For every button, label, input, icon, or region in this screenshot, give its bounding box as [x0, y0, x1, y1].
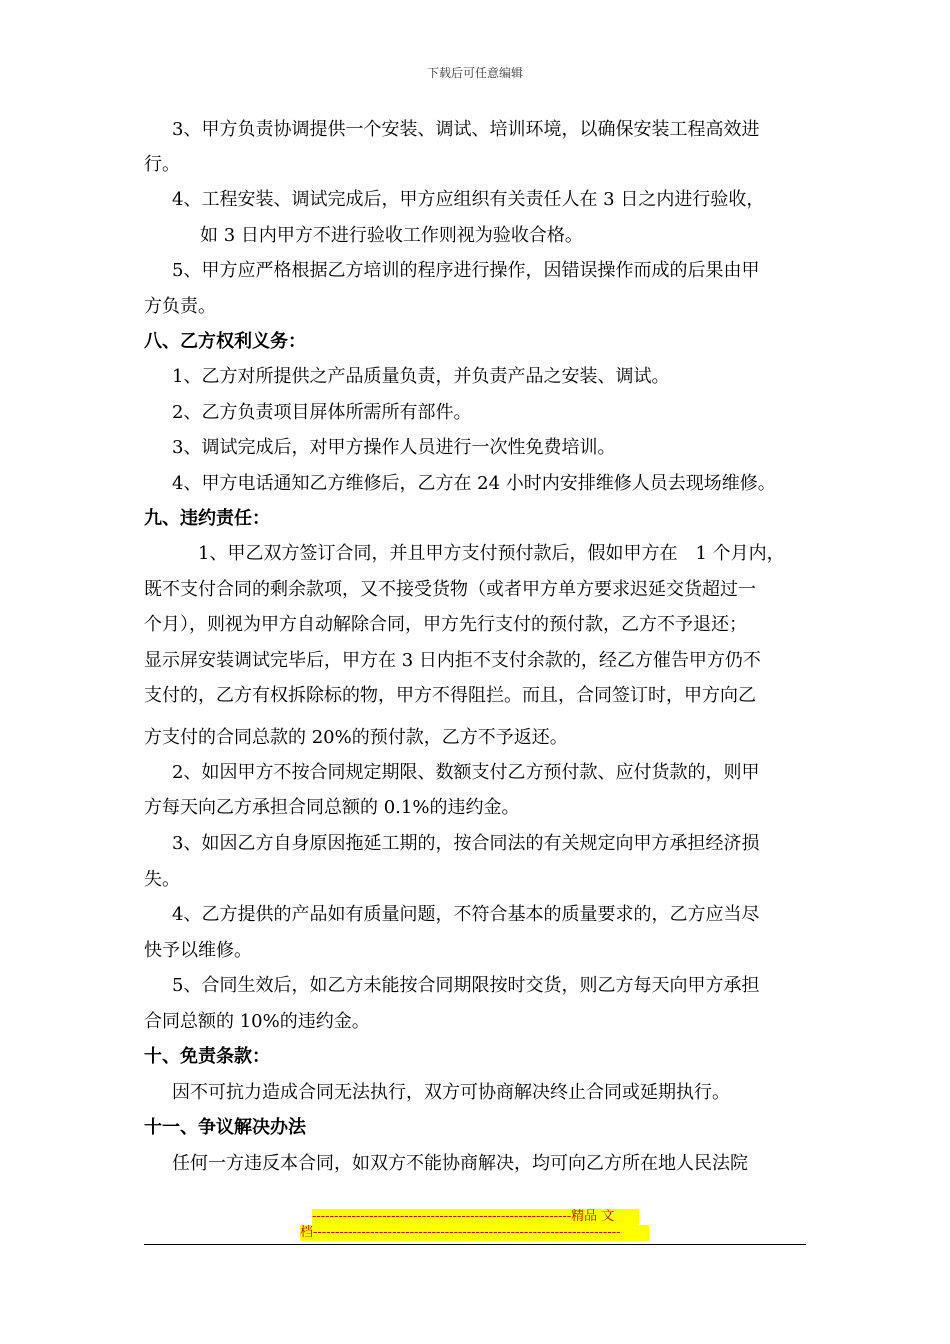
clause-8-1: 1、乙方对所提供之产品质量负责，并负责产品之安装、调试。	[172, 366, 670, 387]
clause-10-text: 因不可抗力造成合同无法执行，双方可协商解决终止合同或延期执行。	[172, 1082, 730, 1103]
clause-7-4-line-1: 4、工程安装、调试完成后，甲方应组织有关责任人在 3 日之内进行验收，	[172, 189, 765, 210]
clause-9-1-line-5: 支付的，乙方有权拆除标的物，甲方不得阻拦。而且，合同签订时，甲方向乙	[144, 685, 756, 706]
clause-9-3-line-1: 3、如因乙方自身原因拖延工期的，按合同法的有关规定向甲方承担经济损	[172, 833, 760, 854]
footer-highlight-line-2: 档----------------------------------------------------------------------	[300, 1225, 649, 1241]
page-header: 下载后可任意编辑	[426, 66, 523, 80]
clause-9-3-line-2: 失。	[144, 869, 180, 890]
clause-7-3-line-2: 行。	[144, 154, 180, 175]
clause-9-1-line-4: 显示屏安装调试完毕后，甲方在 3 日内拒不支付余款的，经乙方催告甲方仍不	[144, 650, 761, 671]
clause-9-5-line-2: 合同总额的 10%的违约金。	[144, 1011, 370, 1032]
clause-9-2-line-2: 方每天向乙方承担合同总额的 0.1%的违约金。	[144, 797, 520, 818]
clause-8-2: 2、乙方负责项目屏体所需所有部件。	[172, 402, 472, 423]
clause-8-4: 4、甲方电话通知乙方维修后，乙方在 24 小时内安排维修人员去现场维修。	[172, 473, 776, 494]
clause-9-2-line-1: 2、如因甲方不按合同规定期限、数额支付乙方预付款、应付货款的，则甲	[172, 762, 760, 783]
clause-9-4-line-2: 快予以维修。	[144, 940, 252, 961]
clause-7-5-line-1: 5、甲方应严格根据乙方培训的程序进行操作，因错误操作而成的后果由甲	[172, 260, 760, 281]
clause-8-3: 3、调试完成后，对甲方操作人员进行一次性免费培训。	[172, 437, 616, 458]
section-9-heading: 九、违约责任：	[144, 508, 270, 529]
section-10-heading: 十、免责条款：	[144, 1046, 270, 1067]
section-11-heading: 十一、争议解决办法	[144, 1117, 306, 1138]
footer-highlight-line-1: -----------------------------------------------------------精品 文	[312, 1209, 639, 1225]
clause-9-1-line-3: 个月），则视为甲方自动解除合同，甲方先行支付的预付款，乙方不予退还；	[144, 614, 747, 635]
clause-9-1-line-1: 1、甲乙双方签订合同，并且甲方支付预付款后，假如甲方在 1 个月内，	[198, 543, 785, 564]
clause-9-5-line-1: 5、合同生效后，如乙方未能按合同期限按时交货，则乙方每天向甲方承担	[172, 975, 760, 996]
clause-9-1-line-6: 方支付的合同总款的 20%的预付款，乙方不予返还。	[144, 727, 568, 748]
clause-11-text: 任何一方违反本合同，如双方不能协商解决，均可向乙方所在地人民法院	[172, 1153, 748, 1174]
clause-7-3-line-1: 3、甲方负责协调提供一个安装、调试、培训环境，以确保安装工程高效进	[172, 119, 760, 140]
clause-9-1-line-2: 既不支付合同的剩余款项，又不接受货物（或者甲方单方要求迟延交货超过一	[144, 579, 756, 600]
section-8-heading: 八、乙方权利义务：	[144, 331, 306, 352]
clause-9-4-line-1: 4、乙方提供的产品如有质量问题，不符合基本的质量要求的，乙方应当尽	[172, 904, 760, 925]
footer-rule	[144, 1244, 806, 1245]
clause-7-4-line-2: 如 3 日内甲方不进行验收工作则视为验收合格。	[200, 225, 583, 246]
clause-7-5-line-2: 方负责。	[144, 296, 216, 317]
